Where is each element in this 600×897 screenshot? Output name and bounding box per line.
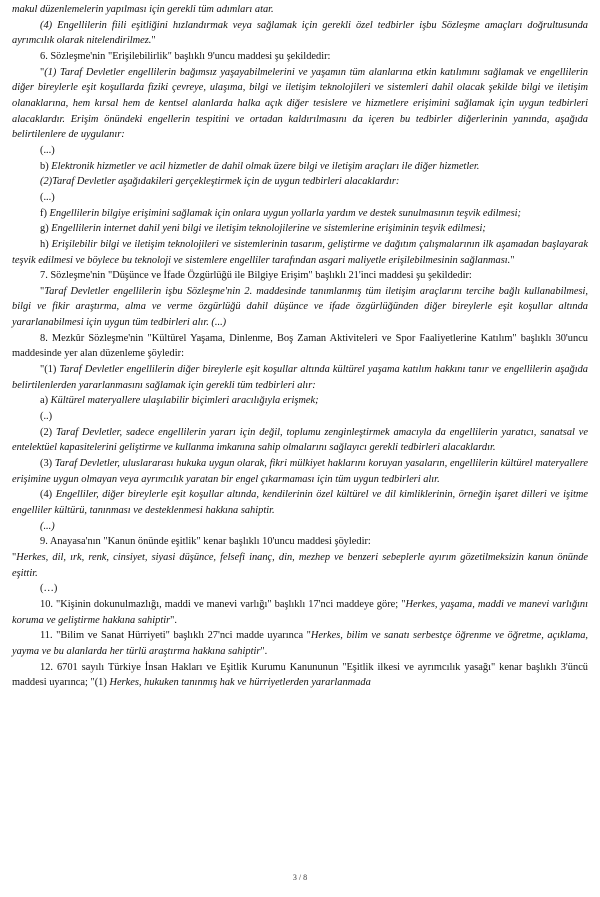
paragraph [12, 159, 588, 175]
quoted-text: Herkes, dil, ırk, renk, cinsiyet, siyasi düşünce, felsefi inanç, din, mezhep ve benzeri sebeplerle ayırım gözetilmeksizin kanun önünde eşittir. [12, 551, 588, 579]
body-text: (2) [40, 426, 56, 438]
paragraph [12, 237, 588, 268]
body-text: (…) [40, 583, 58, 595]
paragraph [12, 456, 588, 487]
quoted-text: Erişilebilir bilgi ve iletişim teknolojileri ve sistemlerinin tasarım, geliştirme ve dağıtım çalışmalarının ilk aşamadan başlayarak teşvik edilmesi ve böylece bu teknoloji ve sistemlere engelliler tarafından asgari maliyetle erişilebilmesinin sağlanması. [12, 238, 588, 266]
body-text: (...) [40, 191, 55, 203]
body-text: "(1) [40, 364, 60, 376]
paragraph [12, 393, 588, 409]
quoted-text: Kültürel materyallere ulaşılabilir biçimleri aracılığıyla erişmek; [50, 395, 319, 407]
quoted-text: Herkes, hukuken tanınmış hak ve hürriyetlerden yararlanmada [109, 677, 371, 689]
paragraph [12, 190, 588, 206]
paragraph [12, 268, 588, 284]
body-text: g) [40, 223, 52, 235]
paragraph [12, 2, 588, 18]
body-text: 12. 6701 sayılı Türkiye İnsan Hakları ve Eşitlik Kurumu Kanununun "Eşitlik ilkesi ve ayrımcılık yasağı" kenar başlıklı 3'üncü maddesi uyarınca; "(1) [12, 661, 588, 689]
paragraph [12, 519, 588, 535]
body-text: " [12, 551, 17, 563]
quoted-text: Taraf Devletler, sadece engellilerin yararı için değil, toplumu zenginleştirmek amacıyla da engellilerin yaratıcı, sanatsal ve entelektüel kapasitelerini geliştirme ve kullanma imkanına sahip olmalarını sağlayıcı gerekli tedbirleri alacaklardır. [12, 426, 588, 454]
quoted-text: Taraf Devletler engellilerin diğer bireylerle eşit koşullar altında kültürel yaşama katılım hakkını tanır ve engellilerin aşağıda belirtilenlerden yararlanmasını sağlamak için gerekli tüm tedbirleri alır: [12, 364, 588, 391]
quoted-text: Taraf Devletler engellilerin işbu Sözleşme'nin 2. maddesinde tanımlanmış tüm iletişim araçlarını tercihe bağlı kullanabilmesi, bilgi ve fikir araştırma, alma ve verme özgürlüğü dahil düşünce ve ifade özgürlüğünden diğer bireylerle eşit koşullar altında yararlanabilmesi için uygun tüm tedbirleri alır. (...) [12, 285, 588, 329]
body-text: 6. Sözleşme'nin "Erişilebilirlik" başlıklı 9'uncu maddesi şu şekildedir: [40, 50, 331, 62]
paragraph [12, 206, 588, 222]
paragraph [12, 581, 588, 597]
paragraph [12, 487, 588, 518]
body-text: (4) [40, 489, 56, 501]
paragraph [12, 362, 588, 393]
body-text: 11. "Bilim ve Sanat Hürriyeti" başlıklı 27'nci madde uyarınca " [40, 630, 311, 642]
paragraph [12, 660, 588, 691]
body-text: " [40, 66, 45, 78]
body-text: (3) [40, 458, 55, 470]
body-text: " [40, 285, 45, 297]
body-text: a) [40, 395, 51, 407]
quoted-text: Elektronik hizmetler ve acil hizmetler de dahil olmak üzere bilgi ve iletişim araçları ile diğer hizmetler. [51, 160, 480, 172]
paragraph [12, 143, 588, 159]
page-number: 3 / 8 [292, 873, 308, 882]
paragraph [12, 550, 588, 581]
paragraph [12, 331, 588, 362]
paragraph [12, 18, 588, 49]
paragraph [12, 284, 588, 331]
paragraph [12, 425, 588, 456]
body-text: 10. "Kişinin dokunulmazlığı, maddi ve manevi varlığı" başlıklı 17'nci maddeye göre; " [40, 598, 406, 610]
quoted-text: (...) [40, 520, 55, 532]
paragraph [12, 409, 588, 425]
quoted-text: Engelliler, diğer bireylerle eşit koşullar altında, kendilerinin özel kültürel ve dil kimliklerinin, örneğin işaret dilleri ve işitme engelliler kültürü, tanınması ve desteklenmesi hakkına sahiptir. [12, 489, 588, 516]
document-body [12, 2, 588, 691]
body-text: " [151, 35, 156, 47]
body-text: 7. Sözleşme'nin "Düşünce ve İfade Özgürlüğü ile Bilgiye Erişim" başlıklı 21'inci maddesi şu şekildedir: [40, 270, 472, 282]
quoted-text: Engellilerin internet dahil yeni bilgi ve iletişim teknolojilerine ve sistemlerine erişiminin teşvik edilmesi; [51, 223, 486, 235]
quoted-text: (2)Taraf Devletler aşağıdakileri gerçekleştirmek için de uygun tedbirleri alacaklardır: [40, 176, 400, 188]
body-text: b) [40, 160, 52, 172]
quoted-text: Taraf Devletler, uluslararası hukuka uygun olarak, fikri mülkiyet haklarını koruyan yasaların, engellilerin kültürel materyallere erişimine uygun olmayan veya ayrımcılık yaratan bir engel çıkarmaması için tüm uygun tedbirleri alır. [12, 458, 589, 485]
body-text: f) [40, 207, 50, 219]
body-text: ". [170, 614, 177, 626]
quoted-text: Herkes, bilim ve sanatı serbestçe öğrenme ve öğretme, açıklama, yayma ve bu alanlarda her türlü araştırma hakkına sahiptir [12, 630, 589, 657]
quoted-text: (4) Engellilerin fiili eşitliğini hızlandırmak veya sağlamak için gerekli özel tedbirler işbu Sözleşme amaçları doğrultusunda ayrımcılık olarak nitelendirilmez. [12, 19, 588, 47]
body-text: 9. Anayasa'nın "Kanun önünde eşitlik" kenar başlıklı 10'uncu maddesi şöyledir: [40, 536, 371, 548]
paragraph [12, 174, 588, 190]
body-text: ". [260, 645, 268, 657]
quoted-text: Herkes, yaşama, maddi ve manevi varlığını koruma ve geliştirme hakkına sahiptir [12, 598, 588, 626]
paragraph [12, 534, 588, 550]
quoted-text: Engellilerin bilgiye erişimini sağlamak için onlara uygun yollarla yardım ve destek sunulmasının teşvik edilmesi; [49, 207, 521, 219]
paragraph [12, 65, 588, 143]
paragraph [12, 221, 588, 237]
body-text: (...) [40, 144, 55, 156]
paragraph [12, 49, 588, 65]
quoted-text: (1) Taraf Devletler engellilerin bağımsız yaşayabilmelerini ve yaşamın tüm alanlarına etkin katılımını sağlamak ve engellilerin diğer bireylerle eşit koşullarda fiziki çevreye, ulaşıma, bilgi ve iletişim teknolojileri ve sistemleri dahil olacak şekilde bilgi ve iletişim olanaklarına, hem kırsal hem de kentsel alanlarda halka açık diğer tesislere ve hizmetlere erişimini sağlamak için uygun tedbirleri alacaklardır. Erişim önündeki engellerin tespitini ve ortadan kaldırılmasını da içeren bu tedbirler diğerlerinin yanında, aşağıda belirtilenlere de uygulanır: [12, 66, 588, 141]
body-text: (..) [40, 411, 53, 423]
quoted-text: makul düzenlemelerin yapılması için gerekli tüm adımları atar. [12, 4, 274, 15]
body-text: 8. Mezkûr Sözleşme'nin "Kültürel Yaşama, Dinlenme, Boş Zaman Aktiviteleri ve Spor Faaliyetlerine Katılım" başlıklı 30'uncu maddesinde yer alan düzenleme şöyledir: [12, 332, 588, 360]
paragraph [12, 628, 588, 659]
paragraph [12, 597, 588, 628]
body-text: " [510, 254, 515, 266]
body-text: h) [40, 238, 52, 250]
